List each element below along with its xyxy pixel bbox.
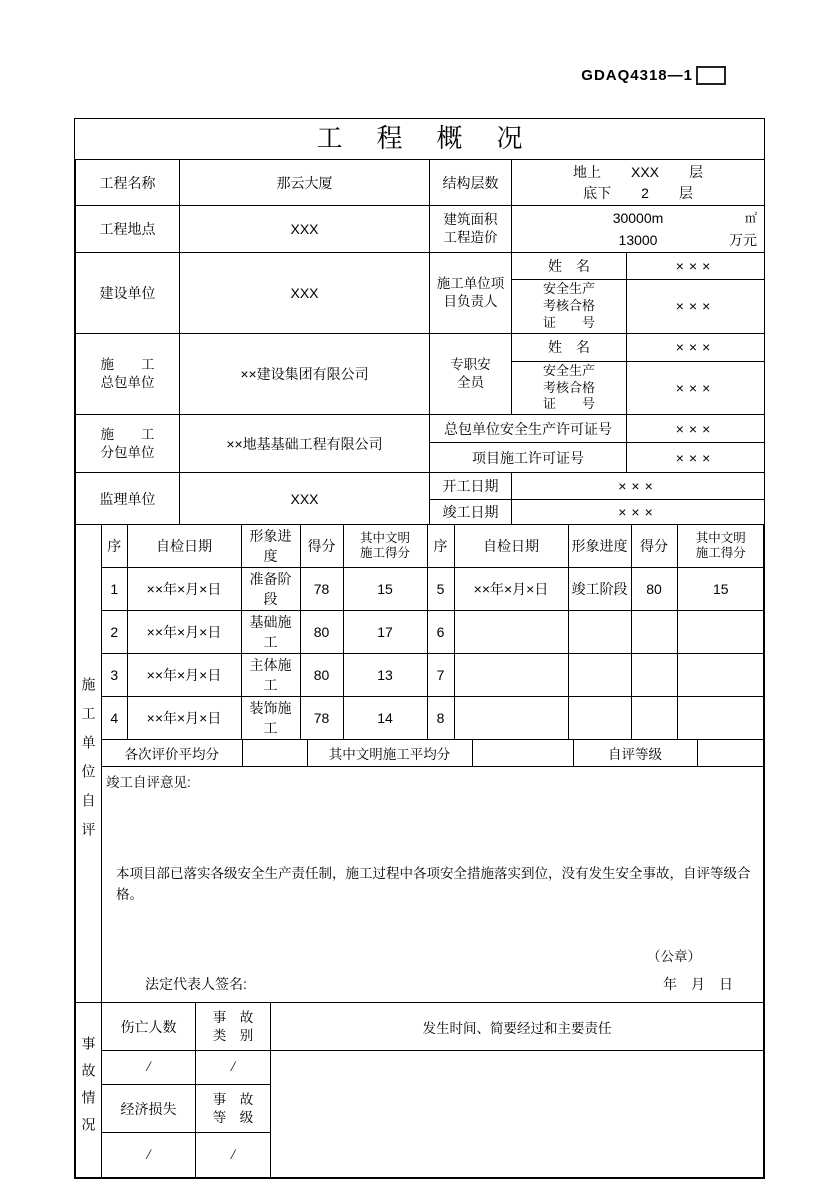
floors-unit: 层 bbox=[689, 163, 704, 180]
stage[interactable]: 准备阶段 bbox=[241, 568, 300, 611]
opinion-label: 竣工自评意见: bbox=[106, 775, 191, 791]
structure-floors-value[interactable] bbox=[512, 160, 765, 206]
col-header-no: 序 bbox=[102, 525, 127, 568]
project-name-label: 工程名称 bbox=[76, 160, 180, 206]
self-eval-strip-label: 施工单位自评 bbox=[80, 676, 97, 851]
self-check-date[interactable]: ××年×月×日 bbox=[127, 568, 241, 611]
floors-below-label: 底下 bbox=[583, 184, 612, 201]
self-check-date[interactable]: ××年×月×日 bbox=[127, 611, 241, 654]
civil-avg-value[interactable] bbox=[472, 740, 573, 766]
pm-name-value[interactable]: ××× bbox=[627, 253, 765, 280]
start-date-value[interactable]: ××× bbox=[512, 473, 765, 500]
col-header-no: 序 bbox=[427, 525, 454, 568]
row-no: 8 bbox=[427, 697, 454, 740]
score[interactable] bbox=[631, 697, 677, 740]
self-eval-content bbox=[102, 525, 764, 1003]
self-grade-value[interactable] bbox=[697, 740, 764, 766]
area-cost-label: 建筑面积 工程造价 bbox=[430, 206, 512, 253]
accident-strip-label: 事故情况 bbox=[80, 1036, 97, 1145]
avg-score-value[interactable] bbox=[242, 740, 307, 766]
avg-score-label: 各次评价平均分 bbox=[102, 740, 242, 766]
general-contractor-label: 施 工 总包单位 bbox=[76, 333, 180, 415]
row-no: 7 bbox=[427, 654, 454, 697]
form-code: GDAQ4318—1 bbox=[581, 67, 693, 84]
project-license-value[interactable]: ××× bbox=[627, 443, 765, 473]
inspection-row-2-6 bbox=[102, 611, 764, 654]
row-no: 3 bbox=[102, 654, 127, 697]
cost-value[interactable]: 13000 bbox=[618, 232, 658, 248]
start-date-label: 开工日期 bbox=[430, 473, 512, 500]
floors-unit: 层 bbox=[678, 184, 693, 201]
safety-officer-label: 专职安 全员 bbox=[430, 333, 512, 415]
officer-cert-value[interactable]: ××× bbox=[627, 361, 765, 415]
finish-date-value[interactable]: ××× bbox=[512, 500, 765, 525]
economic-loss-label: 经济损失 bbox=[102, 1085, 196, 1133]
form-code-area bbox=[581, 66, 726, 85]
completion-opinion-block bbox=[102, 766, 763, 1002]
score[interactable]: 80 bbox=[300, 654, 343, 697]
accident-level-value[interactable]: / bbox=[196, 1133, 271, 1178]
subcontractor-label: 施 工 分包单位 bbox=[76, 415, 180, 473]
casualties-value[interactable]: / bbox=[102, 1051, 196, 1085]
score[interactable]: 78 bbox=[300, 568, 343, 611]
officer-name-value[interactable]: ××× bbox=[627, 333, 765, 361]
self-check-date[interactable] bbox=[454, 697, 568, 740]
floors-below-value[interactable]: 2 bbox=[641, 184, 649, 201]
form-code-box[interactable] bbox=[696, 66, 726, 85]
score[interactable] bbox=[631, 611, 677, 654]
civil-score[interactable] bbox=[677, 654, 764, 697]
economic-loss-value[interactable]: / bbox=[102, 1133, 196, 1178]
row-no: 5 bbox=[427, 568, 454, 611]
structure-floors-label: 结构层数 bbox=[430, 160, 512, 206]
form-title: 工程概况 bbox=[316, 124, 557, 153]
stage[interactable] bbox=[568, 654, 631, 697]
self-check-date[interactable] bbox=[454, 654, 568, 697]
self-check-date[interactable] bbox=[454, 611, 568, 654]
basic-info-table bbox=[75, 159, 765, 525]
stage[interactable]: 基础施工 bbox=[241, 611, 300, 654]
row-no: 4 bbox=[102, 697, 127, 740]
general-contractor-value[interactable]: ××建设集团有限公司 bbox=[180, 333, 430, 415]
casualties-label: 伤亡人数 bbox=[102, 1003, 196, 1051]
pm-cert-value[interactable]: ××× bbox=[627, 280, 765, 334]
pm-label: 施工单位项 目负责人 bbox=[430, 253, 512, 334]
project-name-value[interactable]: 那云大厦 bbox=[180, 160, 430, 206]
self-check-date[interactable]: ××年×月×日 bbox=[454, 568, 568, 611]
civil-score[interactable]: 13 bbox=[343, 654, 427, 697]
subcontractor-value[interactable]: ××地基基础工程有限公司 bbox=[180, 415, 430, 473]
score[interactable] bbox=[631, 654, 677, 697]
cost-unit: 万元 bbox=[729, 232, 758, 248]
area-cost-value[interactable] bbox=[512, 206, 765, 253]
finish-date-label: 竣工日期 bbox=[430, 500, 512, 525]
inspection-row-1-5 bbox=[102, 568, 764, 611]
score[interactable]: 80 bbox=[300, 611, 343, 654]
officer-cert-label: 安全生产 考核合格 证 号 bbox=[512, 361, 627, 415]
self-check-date[interactable]: ××年×月×日 bbox=[127, 654, 241, 697]
self-eval-strip bbox=[76, 525, 102, 1003]
average-row bbox=[102, 740, 764, 766]
legal-representative-sign-label[interactable]: 法定代表人签名: bbox=[145, 976, 247, 993]
col-header-date: 自检日期 bbox=[454, 525, 568, 568]
civil-score[interactable]: 17 bbox=[343, 611, 427, 654]
floors-above-label: 地上 bbox=[573, 163, 601, 180]
location-label: 工程地点 bbox=[76, 206, 180, 253]
accident-type-value[interactable]: / bbox=[196, 1051, 271, 1085]
supervisor-label: 监理单位 bbox=[76, 473, 180, 525]
col-header-civil: 其中文明 施工得分 bbox=[343, 525, 427, 568]
project-overview-form bbox=[74, 118, 765, 1179]
inspection-table bbox=[102, 525, 764, 740]
pm-cert-label: 安全生产 考核合格 证 号 bbox=[512, 280, 627, 334]
stage[interactable] bbox=[568, 611, 631, 654]
col-header-date: 自检日期 bbox=[127, 525, 241, 568]
score[interactable]: 78 bbox=[300, 697, 343, 740]
stage[interactable] bbox=[568, 697, 631, 740]
accident-section bbox=[75, 1002, 764, 1178]
opinion-text[interactable]: 本项目部已落实各级安全生产责任制，施工过程中各项安全措施落实到位，没有发生安全事故，自评等级合格。 bbox=[116, 866, 751, 902]
supervisor-value[interactable]: XXX bbox=[180, 473, 430, 525]
accident-desc-header: 发生时间、简要经过和主要责任 bbox=[271, 1003, 764, 1051]
inspection-row-3-7 bbox=[102, 654, 764, 697]
stage[interactable]: 主体施工 bbox=[241, 654, 300, 697]
area-unit: ㎡ bbox=[745, 211, 758, 225]
accident-type-label: 事 故 类 别 bbox=[196, 1003, 271, 1051]
gc-license-value[interactable]: ××× bbox=[627, 415, 765, 443]
floors-above-value[interactable]: XXX bbox=[631, 163, 660, 180]
civil-score[interactable]: 15 bbox=[343, 568, 427, 611]
officer-name-label: 姓 名 bbox=[512, 333, 627, 361]
self-eval-section bbox=[75, 524, 764, 1003]
col-header-stage: 形象进度 bbox=[568, 525, 631, 568]
row-no: 6 bbox=[427, 611, 454, 654]
sign-date-line[interactable]: 年 月 日 bbox=[663, 976, 733, 993]
self-check-date[interactable]: ××年×月×日 bbox=[127, 697, 241, 740]
row-no: 1 bbox=[102, 568, 127, 611]
stage[interactable]: 竣工阶段 bbox=[568, 568, 631, 611]
self-grade-label: 自评等级 bbox=[573, 740, 697, 766]
builder-label: 建设单位 bbox=[76, 253, 180, 334]
builder-value[interactable]: XXX bbox=[180, 253, 430, 334]
col-header-score: 得分 bbox=[631, 525, 677, 568]
location-value[interactable]: XXX bbox=[180, 206, 430, 253]
official-seal-placeholder: （公章） bbox=[647, 949, 701, 965]
civil-score[interactable]: 14 bbox=[343, 697, 427, 740]
stage[interactable]: 装饰施工 bbox=[241, 697, 300, 740]
col-header-civil: 其中文明 施工得分 bbox=[677, 525, 764, 568]
col-header-score: 得分 bbox=[300, 525, 343, 568]
civil-score[interactable]: 15 bbox=[677, 568, 764, 611]
col-header-stage: 形象进度 bbox=[241, 525, 300, 568]
pm-name-label: 姓 名 bbox=[512, 253, 627, 280]
row-no: 2 bbox=[102, 611, 127, 654]
civil-avg-label: 其中文明施工平均分 bbox=[307, 740, 472, 766]
score[interactable]: 80 bbox=[631, 568, 677, 611]
project-license-label: 项目施工许可证号 bbox=[430, 443, 627, 473]
accident-desc-value[interactable] bbox=[271, 1051, 764, 1178]
gc-license-label: 总包单位安全生产许可证号 bbox=[430, 415, 627, 443]
civil-score[interactable] bbox=[677, 611, 764, 654]
area-value[interactable]: 30000m bbox=[612, 210, 664, 226]
accident-strip bbox=[76, 1003, 102, 1178]
accident-level-label: 事 故 等 级 bbox=[196, 1085, 271, 1133]
civil-score[interactable] bbox=[677, 697, 764, 740]
inspection-row-4-8 bbox=[102, 697, 764, 740]
